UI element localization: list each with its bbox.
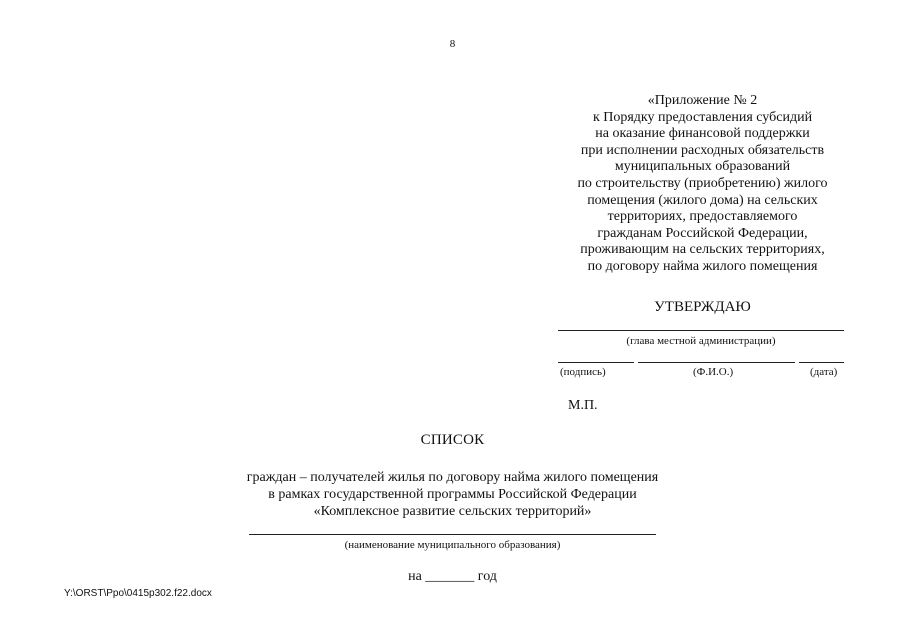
municipality-caption: (наименование муниципального образования)	[344, 539, 561, 551]
appendix-line: «Приложение № 2	[647, 93, 758, 108]
appendix-line: на оказание финансовой поддержки	[595, 126, 810, 142]
page-number: 8	[449, 38, 456, 50]
appendix-header	[560, 93, 845, 276]
date-line	[799, 362, 844, 363]
appendix-line: по договору найма жилого помещения	[587, 258, 818, 274]
list-description	[0, 469, 905, 520]
appendix-line: гражданам Российской Федерации,	[597, 225, 808, 241]
municipality-line	[249, 534, 656, 535]
approval-heading: УТВЕРЖДАЮ	[654, 299, 751, 315]
head-caption: (глава местной администрации)	[626, 335, 776, 347]
year-prefix: на	[408, 569, 422, 584]
appendix-line: территориях, предоставляемого	[607, 209, 798, 225]
signature-line	[558, 362, 634, 363]
name-caption: (Ф.И.О.)	[693, 366, 734, 378]
head-signature-line	[558, 330, 844, 331]
appendix-line: муниципальных образований	[614, 159, 791, 175]
description-line: в рамках государственной программы Российской Федерации	[268, 487, 637, 502]
name-line	[638, 362, 795, 363]
year-line	[0, 569, 905, 585]
year-suffix: год	[477, 569, 497, 584]
file-path: Y:\ORST\Ppo\0415p302.f22.docx	[64, 588, 212, 599]
description-line: граждан – получателей жилья по договору найма жилого помещения	[246, 470, 659, 485]
appendix-line: по строительству (приобретению) жилого	[577, 175, 828, 191]
appendix-line: при исполнении расходных обязательств	[580, 142, 825, 158]
description-line: «Комплексное развитие сельских территорий»	[313, 504, 592, 519]
list-title: СПИСОК	[420, 432, 485, 448]
signature-caption: (подпись)	[560, 366, 606, 378]
appendix-line: проживающим на сельских территориях,	[580, 242, 825, 258]
appendix-line: помещения (жилого дома) на сельских	[587, 192, 818, 208]
appendix-line: к Порядку предоставления субсидий	[592, 109, 813, 125]
year-blank: _______	[425, 569, 475, 584]
date-caption: (дата)	[810, 366, 838, 378]
stamp-place: М.П.	[568, 398, 598, 413]
